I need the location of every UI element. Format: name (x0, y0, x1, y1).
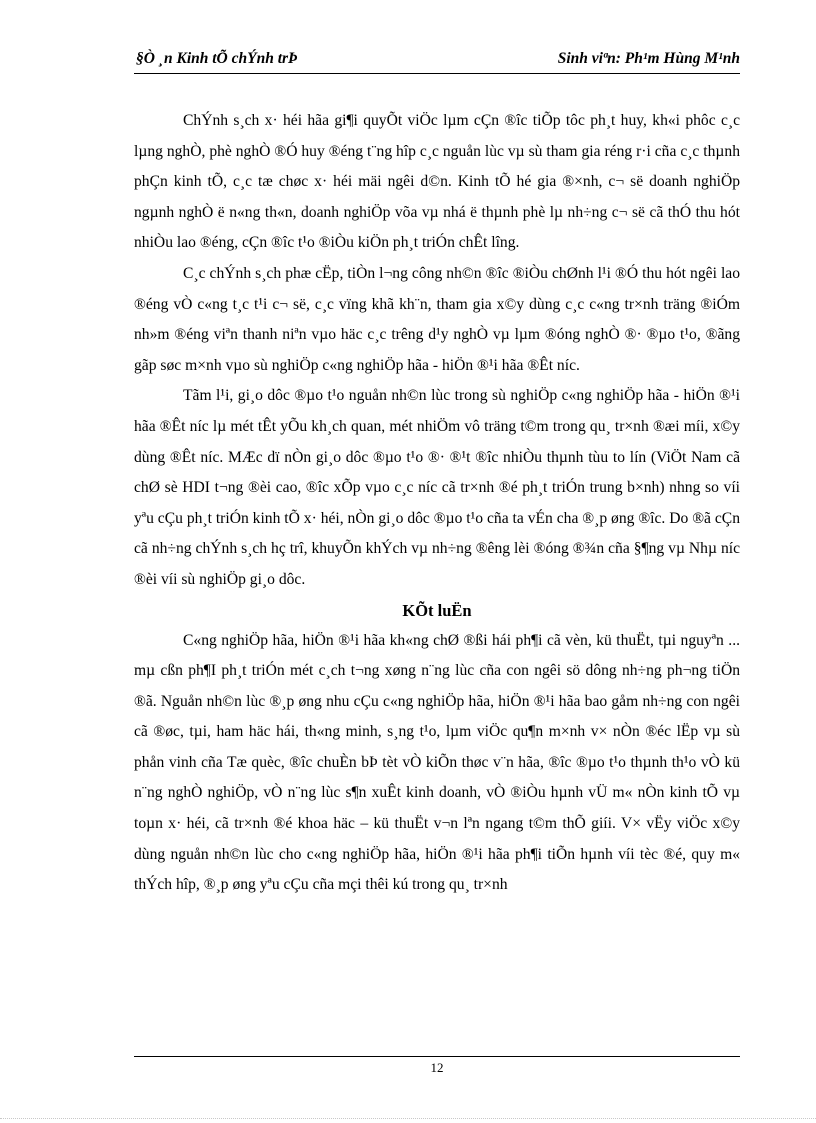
body-paragraph-2: C¸c chÝnh s¸ch phæ cËp, tiÒn l¬ng công nh©n ®îc ®iÒu chØnh l¹i ®Ó thu hót ngêi lao ®éng vÒ c«ng t¸c t¹i c¬ së, c¸c vïng khã kh¨n, tham gia x©y dùng c¸c c«ng tr×nh träng ®iÓm nh»m ®éng viªn thanh niªn vµo häc c¸c trêng d¹y nghÒ vµ lµm ®óng nghÒ ®· ®µo t¹o, ®ãng gãp søc m×nh vµo sù nghiÖp c«ng nghiÖp hãa - hiÖn ®¹i hãa ®Êt níc. (134, 264, 740, 374)
header-author: Sinh viªn: Ph¹m Hùng M¹nh (557, 50, 740, 67)
page-header (134, 44, 740, 74)
footer-rule (134, 1056, 740, 1057)
page-number: 12 (430, 1060, 444, 1075)
page-edge-divider (0, 1118, 816, 1119)
page-body (134, 106, 740, 901)
header-document-title: §Ò ¸n Kinh tÕ chÝnh trÞ (136, 50, 298, 67)
body-paragraph-3: Tãm l¹i, gi¸o dôc ®µo t¹o nguån nh©n lùc trong sù nghiÖp c«ng nghiÖp hãa - hiÖn ®¹i hãa ®Êt níc lµ mét tÊt yÕu kh¸ch quan, mét nhiÖm vô träng t©m trong qu¸ tr×nh ®æi míi, x©y dùng ®Êt níc. MÆc dï nÒn gi¸o dôc ®µo t¹o ®· ®¹t ®îc nhiÒu thµnh tùu to lín (ViÖt Nam cã chØ sè HDI t¬ng ®èi cao, ®îc xÕp vµo c¸c níc cã tr×nh ®é ph¸t triÓn trung b×nh) nhng so víi yªu cÇu ph¸t triÓn kinh tÕ x· héi, nÒn gi¸o dôc ®µo t¹o cña ta vÉn cha ®¸p øng ®îc. Do ®ã cÇn cã nh÷ng chÝnh s¸ch hç trî, khuyÕn khÝch vµ nh÷ng ®êng lèi ®óng ®¾n cña §¶ng vµ Nhµ níc ®èi víi sù nghiÖp gi¸o dôc. (134, 387, 740, 588)
conclusion-paragraph: C«ng nghiÖp hãa, hiÖn ®¹i hãa kh«ng chØ ®ßi hái ph¶i cã vèn, kü thuËt, tµi nguyªn ... mµ cßn ph¶I ph¸t triÓn mét c¸ch t¬ng xøng n¨ng lùc cña con ngêi sö dông nh÷ng ph¬ng tiÖn ®ã. Nguån nh©n lùc ®¸p øng nhu cÇu c«ng nghiÖp hãa, hiÖn ®¹i hãa bao gåm nh÷ng con ngêi cã ®øc, tµi, ham häc hái, th«ng minh, s¸ng t¹o, lµm viÖc qu¶n m×nh v× nÒn ®éc lËp vµ sù phån vinh cña Tæ quèc, ®îc chuÈn bÞ tèt vÒ kiÕn thøc v¨n hãa, ®îc ®µo t¹o thµnh th¹o vÒ kü n¨ng nghÒ nghiÖp, vÒ n¨ng lùc s¶n xuÊt kinh doanh, vÒ ®iÒu hµnh vÜ m« nÒn kinh tÕ vµ toµn x· héi, cã tr×nh ®é khoa häc – kü thuËt v¬n lªn ngang t©m thÕ giíi. V× vËy viÖc x©y dùng nguån nh©n lùc cho c«ng nghiÖp hãa, hiÖn ®¹i hãa ph¶i tiÕn hµnh víi tèc ®é, quy m« thÝch hîp, ®¸p øng yªu cÇu cña mçi thêi kú trong qu¸ tr×nh (134, 631, 740, 894)
section-heading-conclusion: KÕt luËn (402, 600, 472, 620)
body-paragraph-1: ChÝnh s¸ch x· héi hãa gi¶i quyÕt viÖc lµm cÇn ®îc tiÕp tôc ph¸t huy, kh«i phôc c¸c lµng nghÒ, phè nghÒ ®Ó huy ®éng t¨ng hîp c¸c nguån lùc vµ sù tham gia réng r·i cña c¸c thµnh phÇn kinh tÕ, c¸c tæ chøc x· héi mäi ngêi d©n. Kinh tÕ hé gia ®×nh, c¬ së doanh nghiÖp ngµnh nghÒ ë n«ng th«n, doanh nghiÖp võa vµ nhá ë thµnh phè lµ nh÷ng c¬ së cã thÓ thu hót nhiÒu lao ®éng, cÇn ®îc t¹o ®iÒu kiÖn ph¸t triÓn chÊt lîng. (134, 112, 740, 252)
